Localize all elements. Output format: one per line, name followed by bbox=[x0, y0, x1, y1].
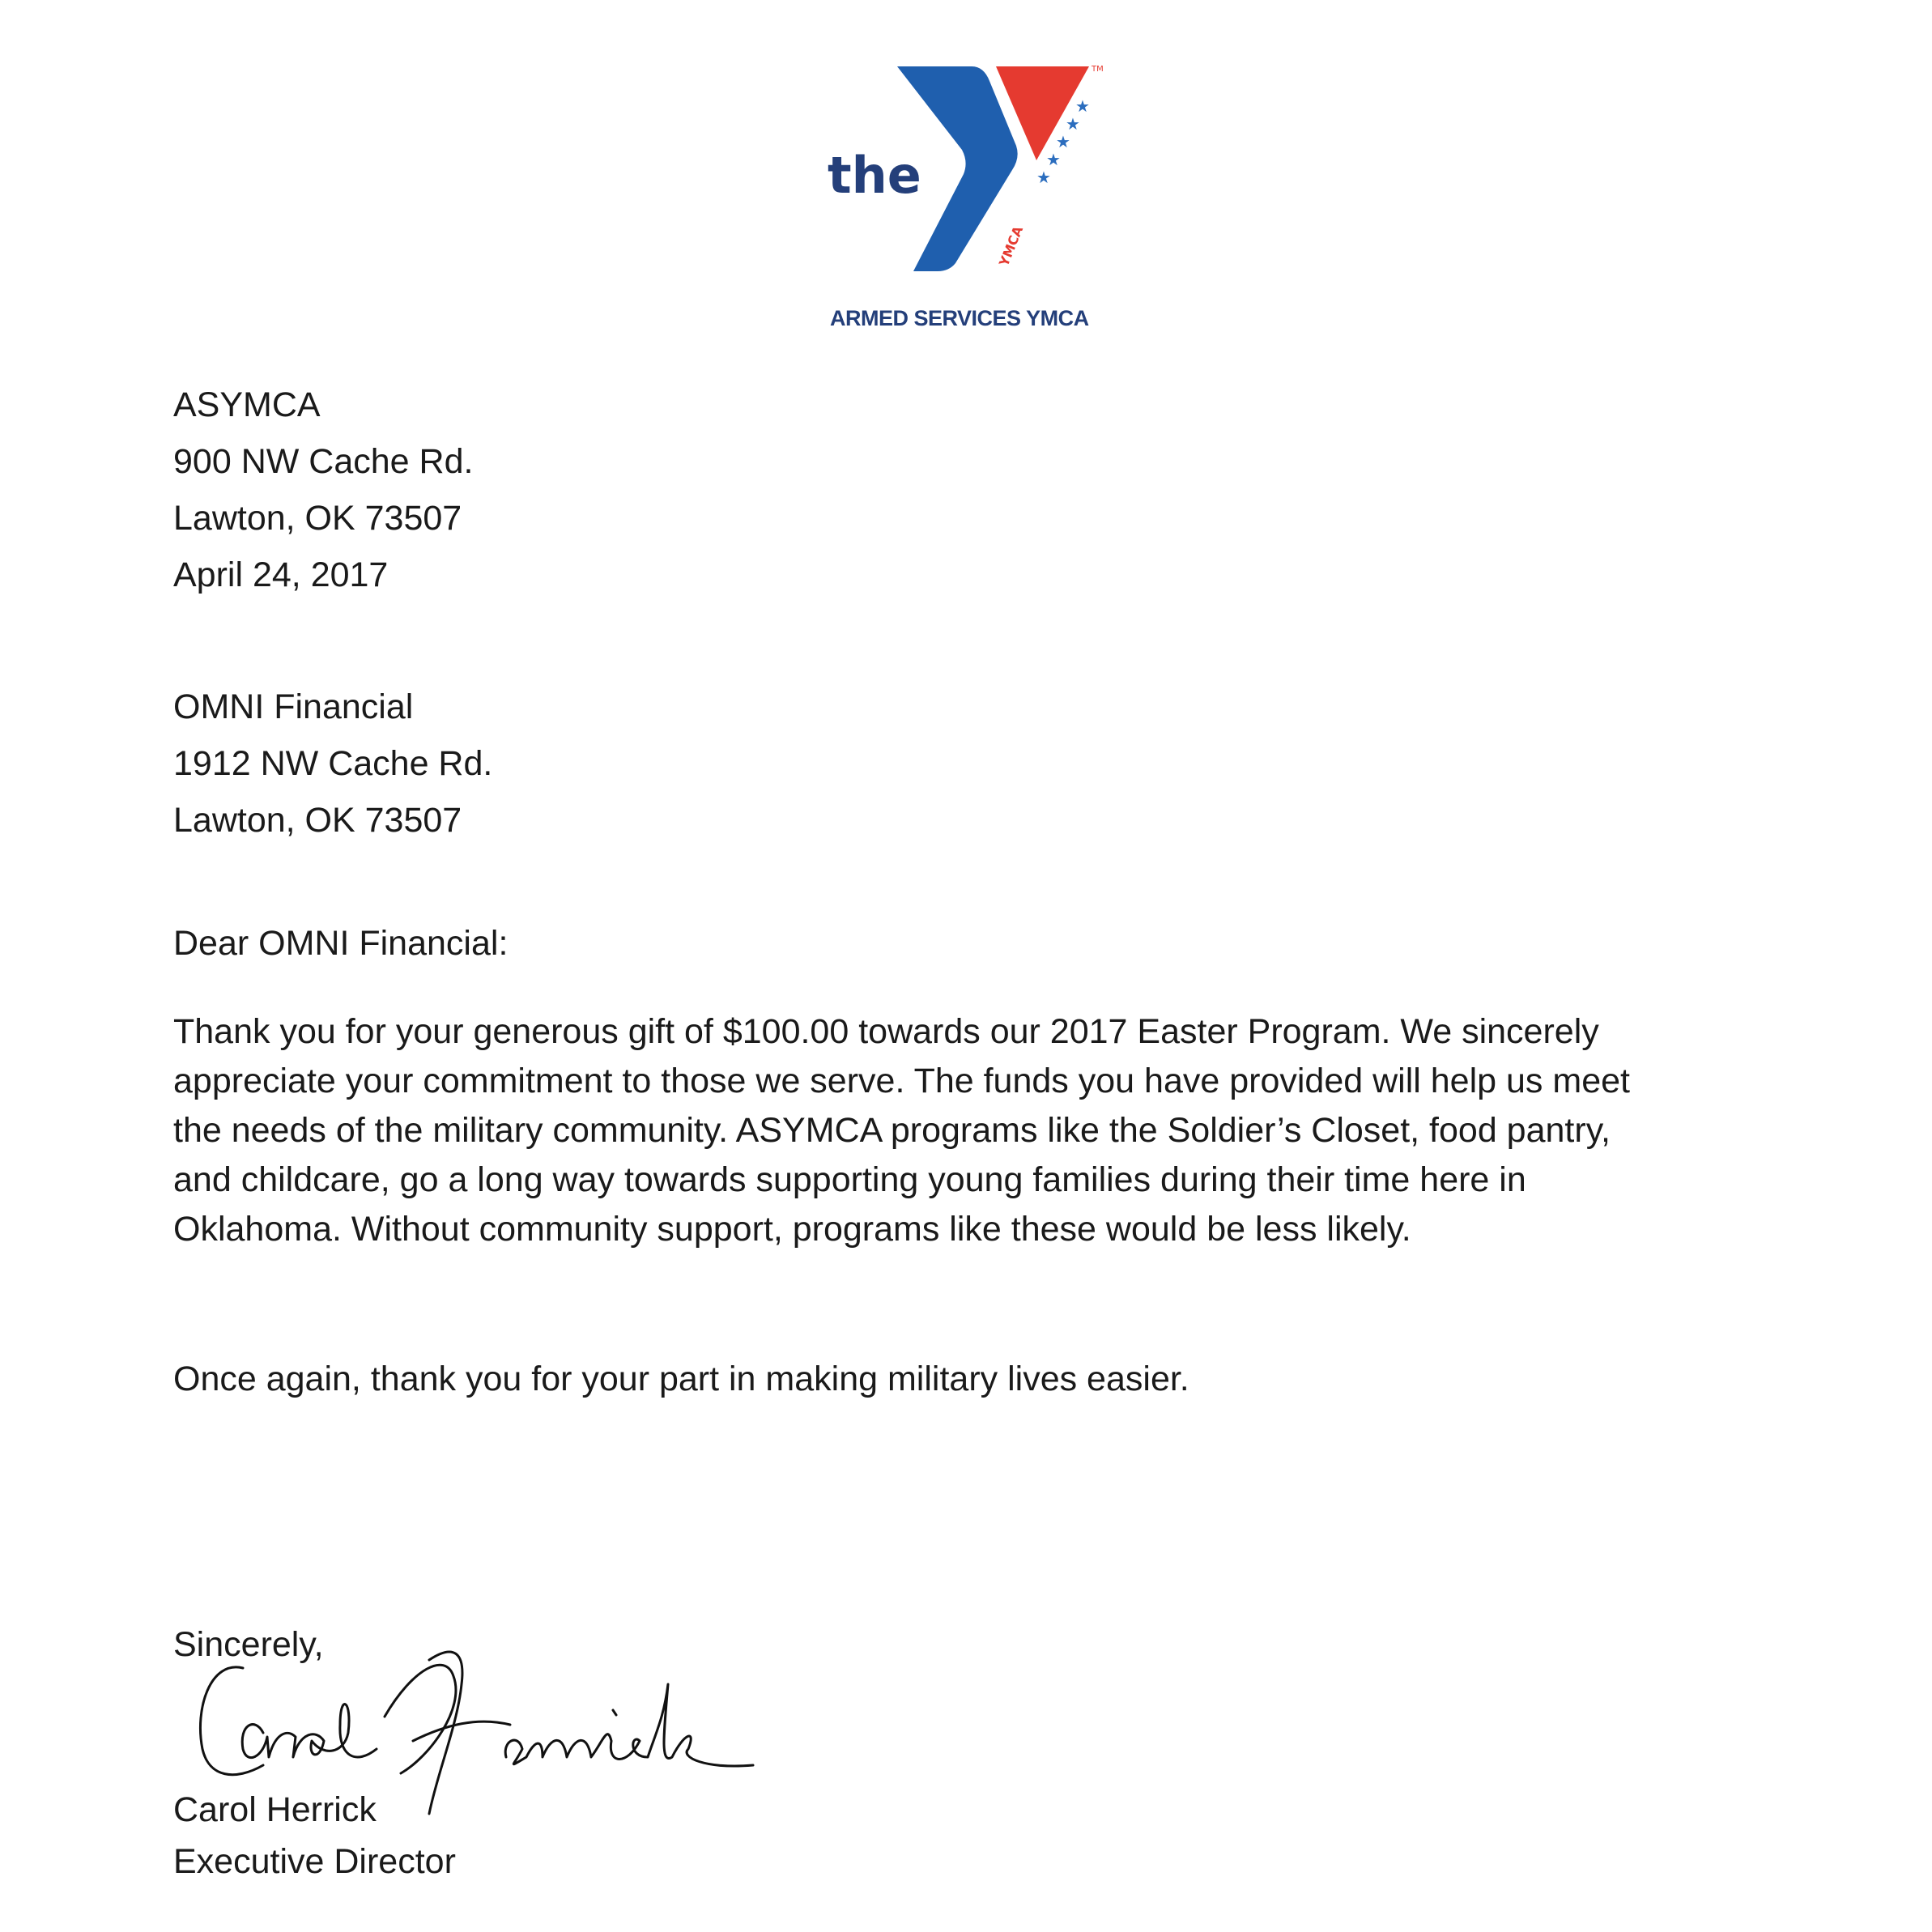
salutation: Dear OMNI Financial: bbox=[173, 924, 509, 963]
logo-small-ymca: YMCA bbox=[996, 223, 1027, 269]
body-line: appreciate your commitment to those we serve. The funds you have provided will help us meet bbox=[173, 1062, 1630, 1100]
svg-text:★: ★ bbox=[1075, 96, 1090, 116]
body-line: Thank you for your generous gift of $100.00 towards our 2017 Easter Program. We sincerely bbox=[173, 1012, 1599, 1051]
signoff: Sincerely, bbox=[173, 1625, 324, 1664]
body-line: and childcare, go a long way towards supporting young families during their time here in bbox=[173, 1160, 1526, 1199]
recipient-street: 1912 NW Cache Rd. bbox=[173, 744, 493, 783]
body-line: Oklahoma. Without community support, programs like these would be less likely. bbox=[173, 1210, 1411, 1249]
svg-text:★: ★ bbox=[1046, 150, 1061, 169]
signer-title: Executive Director bbox=[173, 1842, 456, 1881]
logo-word-the: the bbox=[828, 146, 921, 205]
recipient-city: Lawton, OK 73507 bbox=[173, 801, 462, 840]
organization-name: ARMED SERVICES YMCA bbox=[830, 306, 1089, 330]
recipient-address-block bbox=[173, 679, 492, 849]
armed-services-ymca-logo bbox=[818, 57, 1117, 283]
svg-text:★: ★ bbox=[1036, 168, 1051, 187]
svg-text:★: ★ bbox=[1066, 114, 1080, 134]
closing-paragraph: Once again, thank you for your part in making military lives easier. bbox=[173, 1360, 1189, 1398]
sender-address-block bbox=[173, 377, 473, 603]
body-line: the needs of the military community. ASYMCA programs like the Soldier’s Closet, food pantry, bbox=[173, 1111, 1611, 1150]
sender-name: ASYMCA bbox=[173, 385, 321, 424]
svg-text:★: ★ bbox=[1056, 132, 1070, 151]
recipient-name: OMNI Financial bbox=[173, 687, 414, 726]
signer-name: Carol Herrick bbox=[173, 1790, 377, 1829]
sender-city: Lawton, OK 73507 bbox=[173, 499, 462, 538]
sender-street: 900 NW Cache Rd. bbox=[173, 442, 474, 481]
letter-date: April 24, 2017 bbox=[173, 555, 389, 594]
body-paragraph bbox=[173, 1007, 1760, 1254]
logo-trademark: TM bbox=[1092, 65, 1104, 74]
